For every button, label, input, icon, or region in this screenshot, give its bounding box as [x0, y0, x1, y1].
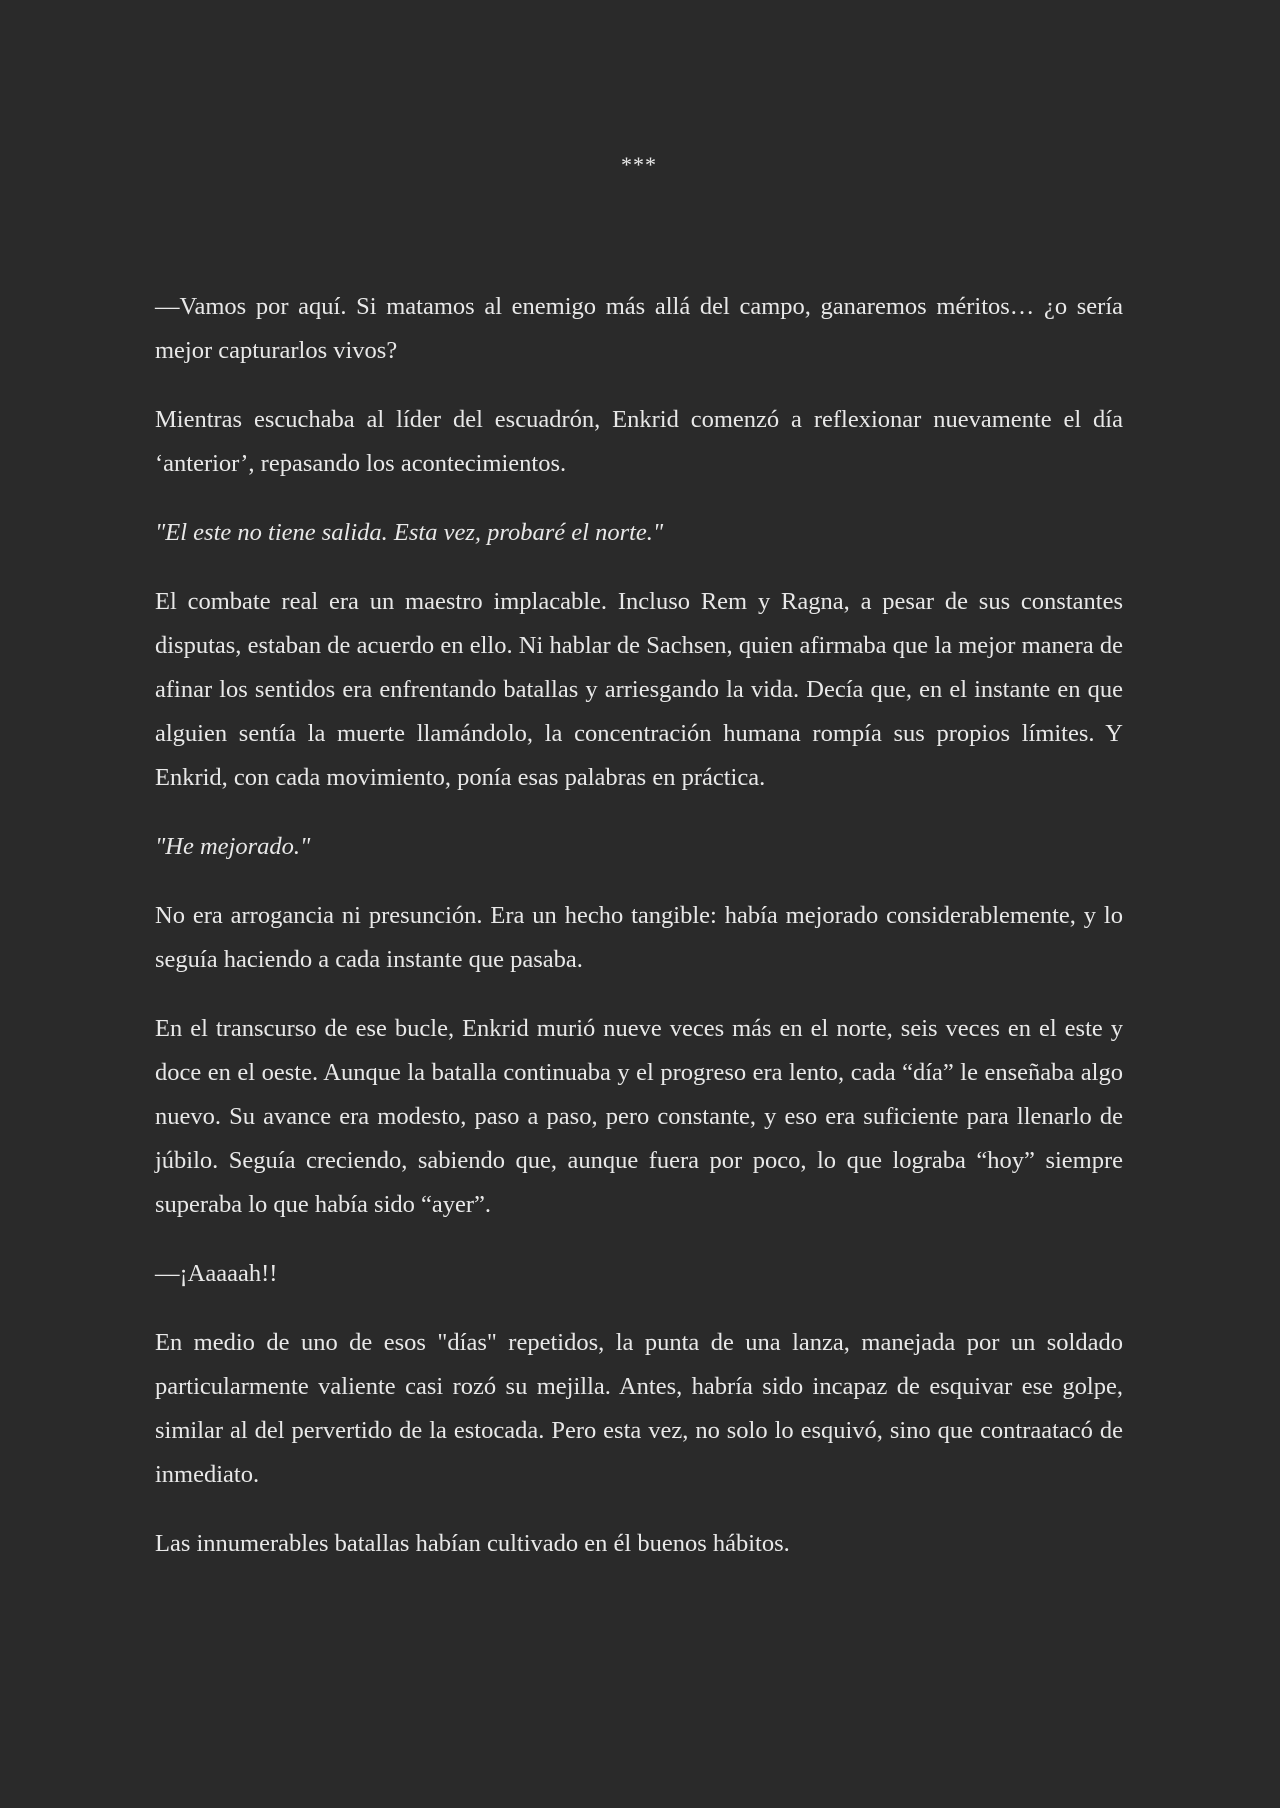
paragraph: Mientras escuchaba al líder del escuadrón, Enkrid comenzó a reflexionar nuevamente el día ‘anterior’, repasando los acontecimientos.	[155, 406, 1123, 477]
paragraph: En el transcurso de ese bucle, Enkrid murió nueve veces más en el norte, seis veces en el este y doce en el oeste. Aunque la batalla continuaba y el progreso era lento, cada “día” le enseñaba algo nuevo. Su avance era modesto, paso a paso, pero constante, y eso era suficiente para llenarlo de júbilo. Seguía creciendo, sabiendo que, aunque fuera por poco, lo que lograba “hoy” siempre superaba lo que había sido “ayer”.	[155, 1015, 1123, 1218]
paragraph: No era arrogancia ni presunción. Era un hecho tangible: había mejorado considerablemente, y lo seguía haciendo a cada instante que pasaba.	[155, 902, 1123, 973]
paragraph: En medio de uno de esos "días" repetidos, la punta de una lanza, manejada por un soldado particularmente valiente casi rozó su mejilla. Antes, habría sido incapaz de esquivar ese golpe, similar al del pervertido de la estocada. Pero esta vez, no solo lo esquivó, sino que contraatacó de inmediato.	[155, 1329, 1123, 1488]
dialogue-paragraph: —¡Aaaaah!!	[155, 1260, 278, 1287]
scene-separator: ***	[621, 152, 657, 177]
thought-paragraph: "He mejorado."	[155, 833, 311, 860]
paragraph: Las innumerables batallas habían cultivado en él buenos hábitos.	[155, 1530, 790, 1557]
reader-content	[155, 150, 1123, 1591]
paragraph: El combate real era un maestro implacable. Incluso Rem y Ragna, a pesar de sus constantes disputas, estaban de acuerdo en ello. Ni hablar de Sachsen, quien afirmaba que la mejor manera de afinar los sentidos era enfrentando batallas y arriesgando la vida. Decía que, en el instante en que alguien sentía la muerte llamándolo, la concentración humana rompía sus propios límites. Y Enkrid, con cada movimiento, ponía esas palabras en práctica.	[155, 588, 1123, 791]
paragraph: —Vamos por aquí. Si matamos al enemigo más allá del campo, ganaremos méritos… ¿o sería mejor capturarlos vivos?	[155, 293, 1123, 364]
thought-paragraph: "El este no tiene salida. Esta vez, probaré el norte."	[155, 519, 664, 546]
